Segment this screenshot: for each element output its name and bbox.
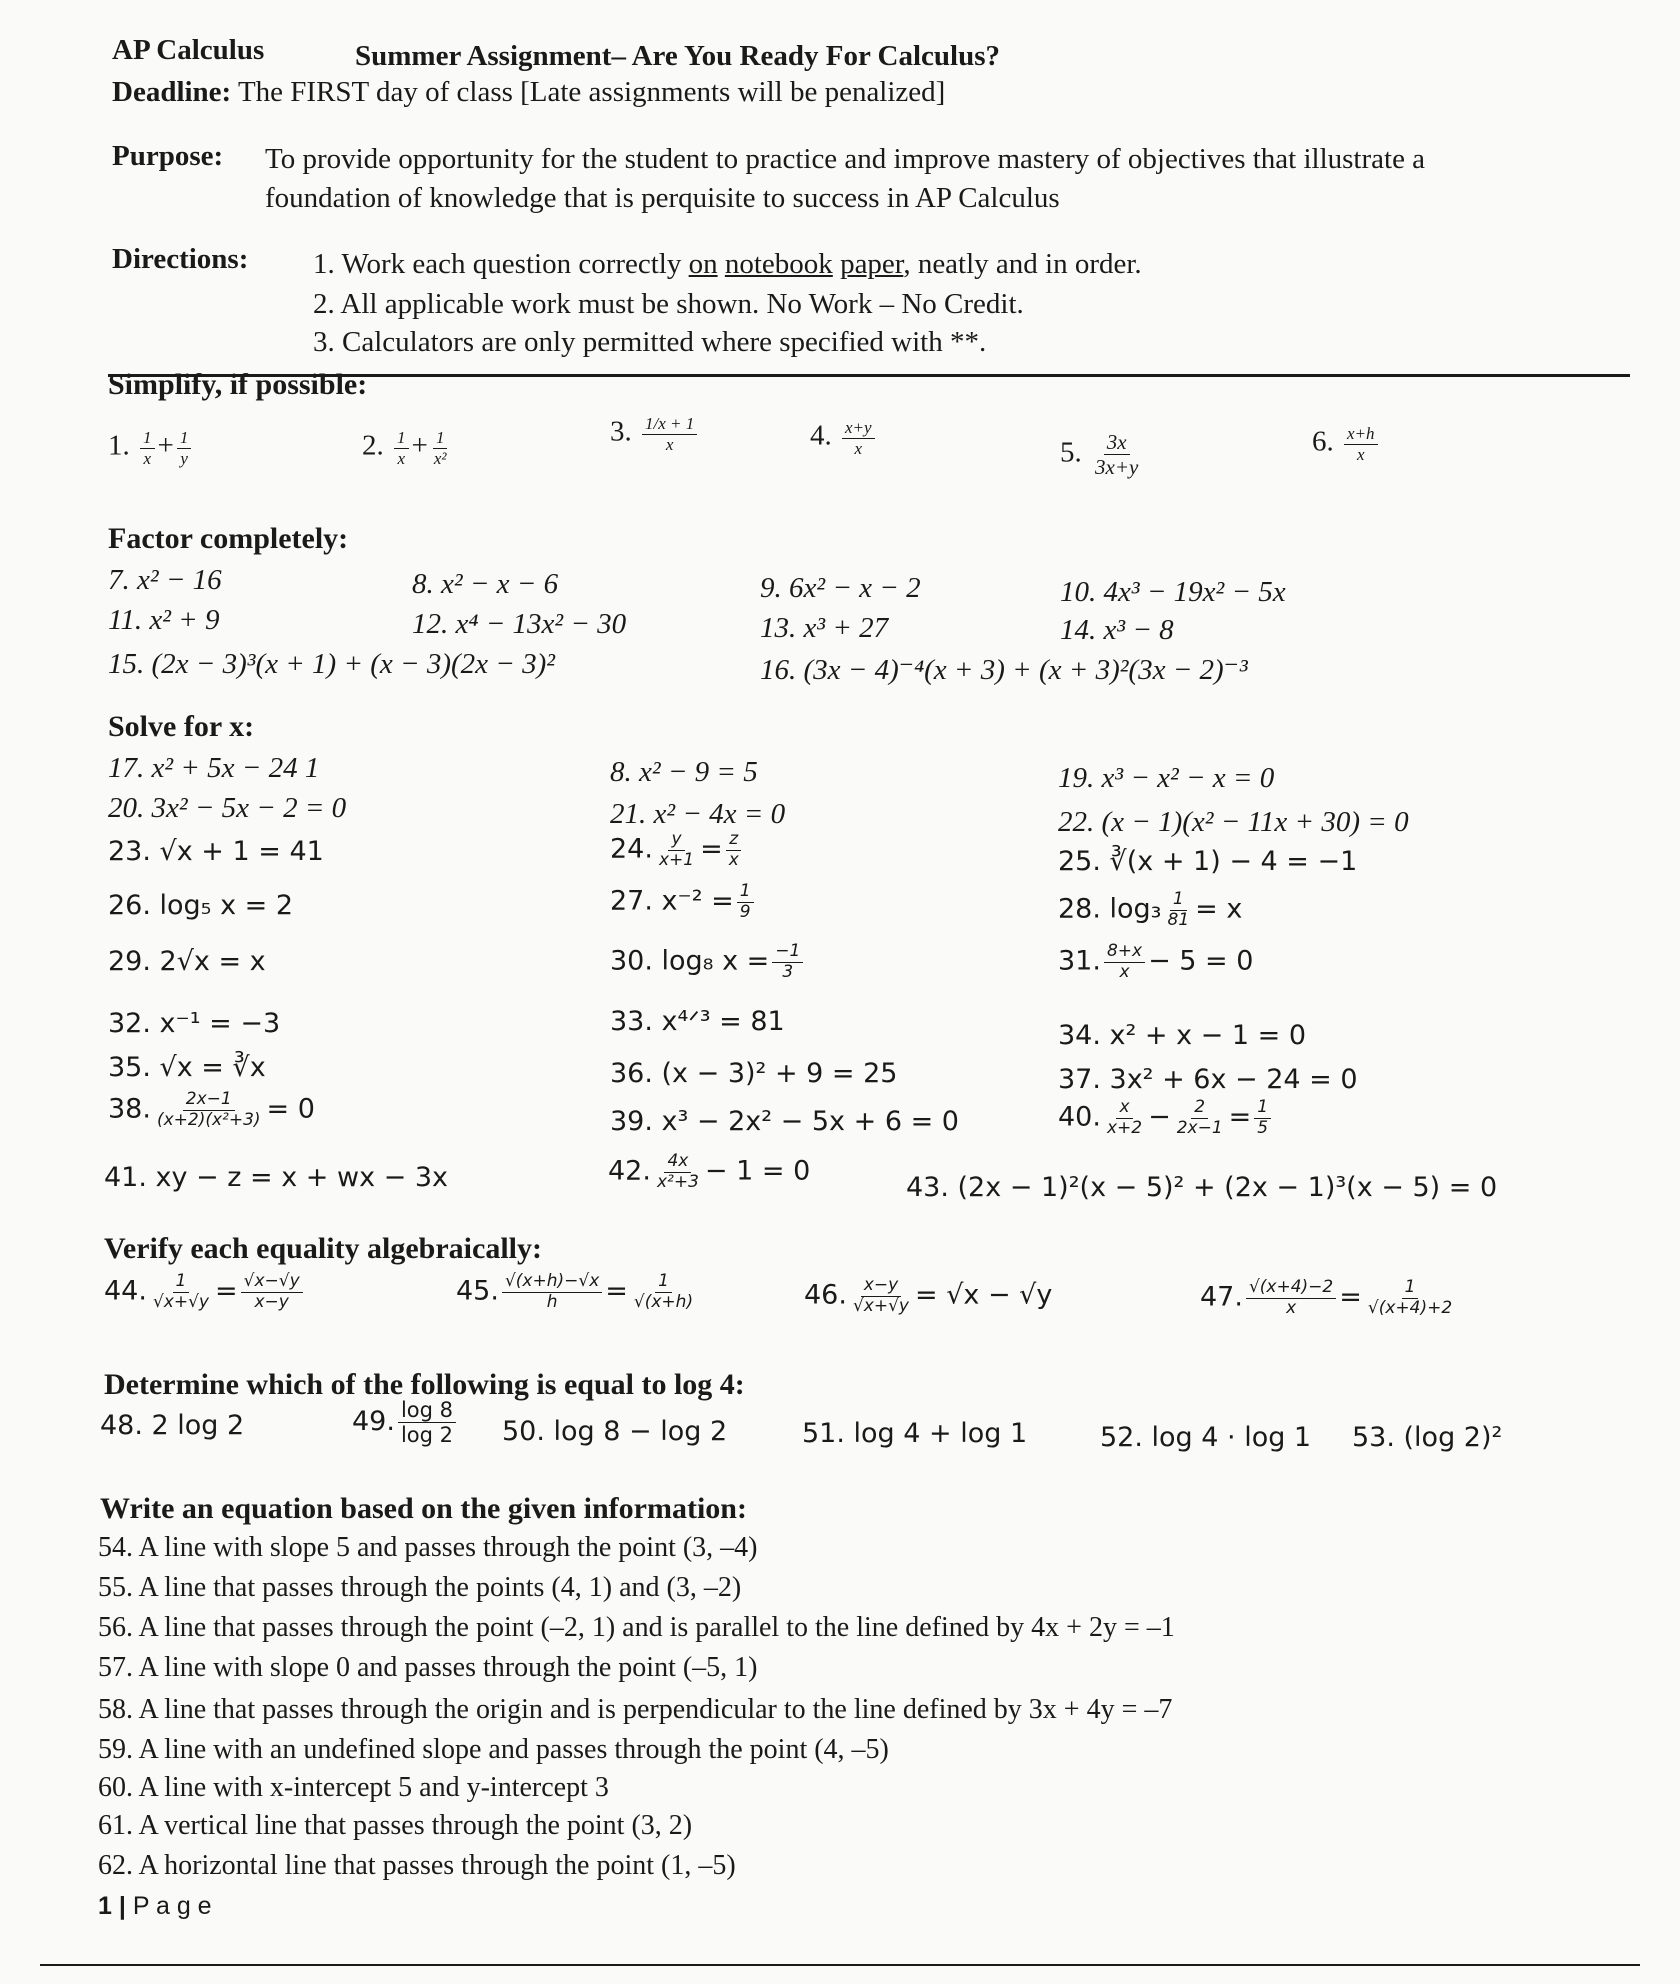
problem-49: 49. $\frac{\log 8}{\log 2}$ — [352, 1398, 459, 1447]
problem-14: 14. x³ − 8 — [1060, 614, 1174, 646]
problem-15: 15. (2x − 3)³(x + 1) + (x − 3)(2x − 3)² — [108, 648, 555, 680]
logs-heading: Determine which of the following is equal to log 4: — [104, 1368, 745, 1401]
problem-28: 28. log₃ $\frac{1}{81}$ = x — [1058, 889, 1243, 930]
purpose-label: Purpose: — [112, 140, 224, 172]
problem-32: 32. x⁻¹ = −3 — [108, 1008, 281, 1039]
assignment-title: Summer Assignment– Are You Ready For Calculus? — [355, 40, 1001, 72]
list-item: 59. A line with an undefined slope and passes through the point (4, –5) — [98, 1734, 889, 1765]
problem-18: 8. x² − 9 = 5 — [610, 756, 758, 788]
direction-3: 3. Calculators are only permitted where specified with **. — [313, 326, 987, 358]
problem-37: 37. 3x² + 6x − 24 = 0 — [1058, 1064, 1358, 1095]
problem-23: 23. √x + 1 = 41 — [108, 836, 324, 867]
direction-1 — [313, 248, 1142, 281]
problem-50: 50. log 8 − log 2 — [502, 1416, 728, 1447]
footer-divider — [40, 1964, 1640, 1966]
problem-26: 26. log₅ x = 2 — [108, 890, 294, 921]
problem-3: 3. $\frac{1/x + 1}{x}$ — [610, 414, 700, 454]
problem-20: 20. 3x² − 5x − 2 = 0 — [108, 792, 347, 824]
purpose-line-1: To provide opportunity for the student to practice and improve mastery of objectives that illustrate a — [265, 143, 1426, 175]
problem-41: 41. xy − z = x + wx − 3x — [104, 1162, 448, 1193]
problem-21: 21. x² − 4x = 0 — [610, 798, 786, 830]
problem-42: 42. $\frac{4x}{\text{x²+3}}$ − 1 = 0 — [608, 1151, 811, 1192]
problem-52: 52. log 4 · log 1 — [1100, 1422, 1312, 1453]
problem-51: 51. log 4 + log 1 — [802, 1418, 1028, 1449]
factor-heading: Factor completely: — [108, 522, 349, 555]
problem-24: 24. $\frac{y}{x+1}$ = $\frac{z}{x}$ — [610, 830, 745, 870]
problem-4: 4. $\frac{x+y}{x}$ — [810, 418, 878, 458]
problem-27: 27. x⁻² = $\frac{1}{9}$ — [610, 882, 757, 922]
problem-2: 2. $\frac{1}{x}$ + $\frac{1}{\text{x²}}$ — [362, 428, 447, 468]
problem-34: 34. x² + x − 1 = 0 — [1058, 1020, 1307, 1051]
deadline-line — [112, 76, 945, 109]
direction-1-on: on — [688, 248, 718, 280]
problem-22: 22. (x − 1)(x² − 11x + 30) = 0 — [1058, 806, 1409, 838]
problem-9: 9. 6x² − x − 2 — [760, 572, 921, 604]
problem-46: 46. $\frac{x-y}{√x+√y}$ = √x − √y — [804, 1275, 1053, 1316]
page-separator: | — [118, 1892, 126, 1920]
verify-heading: Verify each equality algebraically: — [104, 1232, 542, 1265]
problem-38: 38. $\frac{2x-1}{\text{(x+2)(x²+3)}}$ = 0 — [108, 1089, 315, 1130]
deadline-label: Deadline: — [112, 76, 232, 108]
direction-2: 2. All applicable work must be shown. No Work – No Credit. — [313, 288, 1024, 320]
problem-43: 43. (2x − 1)²(x − 5)² + (2x − 1)³(x − 5) = 0 — [906, 1172, 1498, 1203]
problem-6: 6. $\frac{x+h}{x}$ — [1312, 424, 1381, 464]
problem-53: 53. (log 2)² — [1352, 1422, 1503, 1453]
problem-5: 5. $\frac{3x}{3x+y}$ — [1060, 430, 1139, 480]
problem-31: 31. $\frac{8+x}{x}$ − 5 = 0 — [1058, 941, 1254, 982]
problem-19: 19. x³ − x² − x = 0 — [1058, 762, 1275, 794]
problem-47: 47. $\frac{√(x+4)-2}{x}$ = $\frac{1}{√(x+4)+2}$ — [1200, 1277, 1453, 1318]
deadline-text: The FIRST day of class [Late assignments will be penalized] — [237, 76, 946, 108]
list-item: 62. A horizontal line that passes through the point (1, –5) — [98, 1850, 736, 1881]
list-item: 60. A line with x-intercept 5 and y-intercept 3 — [98, 1772, 609, 1803]
problem-45: 45. $\frac{√(x+h)-√x}{h}$ = $\frac{1}{√(x+h)}$ — [456, 1271, 694, 1312]
problem-35: 35. √x = ∛x — [108, 1052, 266, 1083]
problem-40: 40. $\frac{x}{x+2}$ − $\frac{2}{2x-1}$ = $\frac{1}{5}$ — [1058, 1098, 1274, 1138]
problem-11: 11. x² + 9 — [108, 604, 220, 636]
direction-1-notebook: notebook — [724, 248, 833, 280]
problem-8: 8. x² − x − 6 — [412, 568, 559, 600]
problem-17: 17. x² + 5x − 24 1 — [108, 752, 320, 784]
problem-1: 1. $\frac{1}{x}$ + $\frac{1}{y}$ — [108, 428, 194, 468]
directions-label: Directions: — [112, 243, 249, 275]
list-item: 61. A vertical line that passes through the point (3, 2) — [98, 1810, 693, 1841]
problem-25: 25. ∛(x + 1) − 4 = −1 — [1058, 846, 1358, 877]
list-item: 55. A line that passes through the points (4, 1) and (3, –2) — [98, 1572, 742, 1603]
problem-16: 16. (3x − 4)⁻⁴(x + 3) + (x + 3)²(3x − 2)⁻³ — [760, 654, 1248, 686]
problem-36: 36. (x − 3)² + 9 = 25 — [610, 1058, 898, 1089]
problem-30: 30. log₈ x = $\frac{-1}{3}$ — [610, 942, 806, 982]
problem-39: 39. x³ − 2x² − 5x + 6 = 0 — [610, 1106, 959, 1137]
direction-1-text: 1. Work each question correctly — [313, 248, 682, 280]
page-footer — [98, 1892, 212, 1921]
problem-44: 44. $\frac{1}{√x+√y}$ = $\frac{√x-√y}{x-y}$ — [104, 1272, 306, 1312]
problem-33: 33. x⁴ᐟ³ = 81 — [610, 1006, 785, 1037]
list-item: 54. A line with slope 5 and passes through the point (3, –4) — [98, 1532, 758, 1563]
page-number: 1 — [98, 1892, 112, 1920]
list-item: 56. A line that passes through the point (–2, 1) and is parallel to the line defined by 4x + 2y = –1 — [98, 1612, 1175, 1643]
course-name: AP Calculus — [112, 34, 265, 66]
problem-13: 13. x³ + 27 — [760, 612, 889, 644]
problem-7: 7. x² − 16 — [108, 564, 222, 596]
problem-29: 29. 2√x = x — [108, 946, 266, 977]
direction-1-paper: paper — [840, 248, 904, 280]
list-item: 57. A line with slope 0 and passes through the point (–5, 1) — [98, 1652, 758, 1683]
direction-1-end: , neatly and in order. — [903, 248, 1142, 280]
page-word: P a g e — [132, 1892, 212, 1920]
problem-48: 48. 2 log 2 — [100, 1410, 245, 1441]
purpose-line-2: foundation of knowledge that is perquisite to success in AP Calculus — [265, 182, 1060, 214]
problem-12: 12. x⁴ − 13x² − 30 — [412, 608, 627, 640]
problem-10: 10. 4x³ − 19x² − 5x — [1060, 576, 1286, 608]
list-item: 58. A line that passes through the origin and is perpendicular to the line defined by 3x + 4y = –7 — [98, 1694, 1173, 1725]
solve-heading: Solve for x: — [108, 710, 255, 743]
equations-heading: Write an equation based on the given information: — [100, 1492, 747, 1525]
simplify-heading: Simplify, if possible: — [108, 368, 368, 401]
